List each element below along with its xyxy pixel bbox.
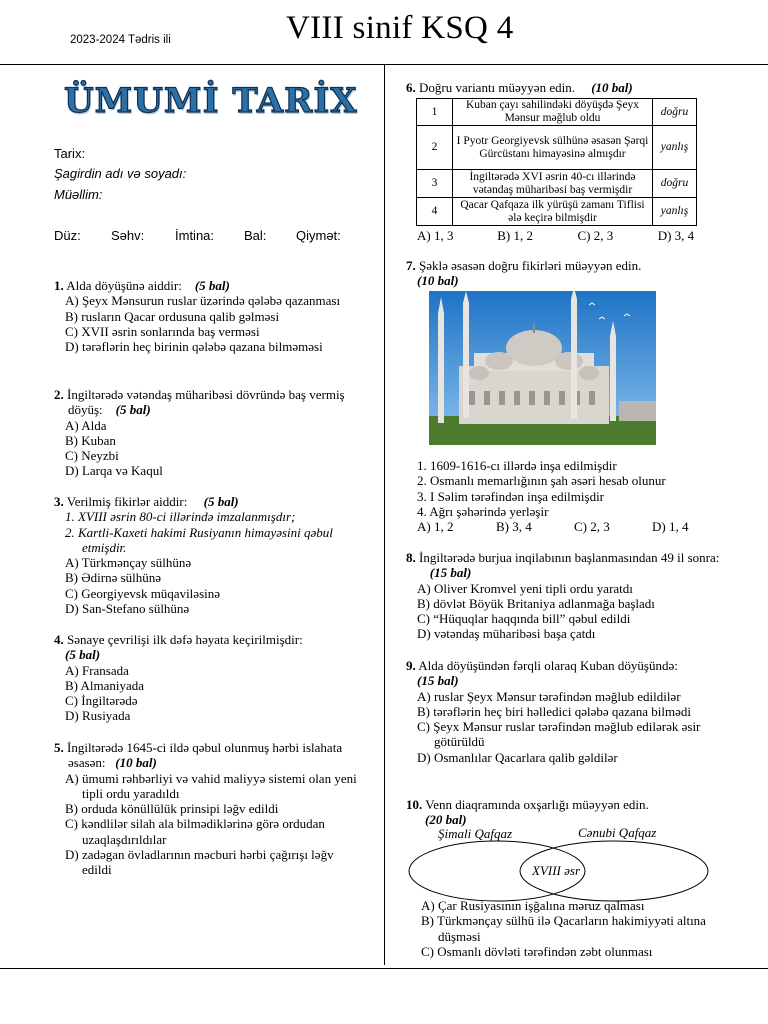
option-c[interactable]: C) XVII əsrin sonlarında baş verməsi: [65, 323, 260, 339]
option-a[interactable]: A) Oliver Kromvel yeni tipli ordu yaratdı: [417, 580, 633, 596]
option-c[interactable]: C) “Hüquqlar haqqında bill” qəbul edildi: [417, 611, 631, 627]
question-stem: 7. Şəklə əsasən doğru fikirləri müəyyən edin.: [406, 258, 642, 273]
option-d[interactable]: D) San-Stefano sülhünə: [65, 601, 190, 617]
option-c[interactable]: C) Şeyx Mənsur ruslar tərəfindən məğlub edilərək əsir götürüldü: [417, 719, 701, 750]
column-divider: [384, 65, 385, 965]
option-c[interactable]: C) Georgiyevsk müqaviləsinə: [65, 585, 221, 601]
venn-diagram: [404, 822, 734, 910]
option-d[interactable]: D) 1, 4: [652, 519, 689, 535]
option-a[interactable]: A) Fransada: [65, 662, 129, 678]
student-label: Şagirdin adı və soyadı:: [54, 166, 187, 181]
question-1: [54, 278, 372, 354]
statement-3: 3. I Səlim tərəfindən inşa edilmişdir: [417, 488, 605, 504]
points: (10 bal): [417, 273, 459, 289]
question-10-options: [410, 898, 732, 959]
option-b[interactable]: B) 3, 4: [496, 519, 532, 535]
venn-right-label: Cənubi Qafqaz: [578, 825, 657, 840]
option-a[interactable]: A) ruslar Şeyx Mənsur tərəfindən məğlub edildilər: [417, 688, 681, 704]
table-row: [417, 99, 697, 126]
row-statement: İngiltərədə XVI əsrin 40-cı illərində vətəndaş müharibəsi baş vermişdir: [453, 170, 653, 198]
option-a[interactable]: A) Şeyx Mənsurun ruslar üzərində qələbə qazanması: [65, 293, 341, 309]
row-statement: Qacar Qafqaza ilk yürüşü zamanı Tiflisi ələ keçirə bilmişdir: [453, 198, 653, 226]
option-a[interactable]: A) Türkmənçay sülhünə: [65, 555, 192, 571]
row-number: 2: [417, 126, 453, 170]
row-answer: yanlış: [653, 198, 697, 226]
question-stem: 2. İngiltərədə vətəndaş müharibəsi dövründə baş vermiş döyüş: (5 bal): [54, 387, 345, 418]
row-number: 4: [417, 198, 453, 226]
row-number: 1: [417, 99, 453, 126]
table-row: [417, 198, 697, 226]
option-d[interactable]: D) Osmanlılar Qacarlara qalib gəldilər: [417, 749, 618, 765]
option-a[interactable]: A) 1, 3: [417, 228, 454, 243]
question-4: [54, 632, 372, 724]
option-d[interactable]: D) Larqa və Kaqul: [65, 463, 163, 479]
question-stem: 3. Verilmiş fikirlər aiddir: (5 bal): [54, 494, 239, 509]
school-year: 2023-2024 Tədris ili: [70, 34, 171, 46]
statement-2: 2. Osmanlı memarlığının şah əsəri hesab olunur: [417, 473, 666, 489]
question-stem: 1. Alda döyüşünə aiddir: (5 bal): [54, 278, 230, 293]
question-9: [406, 658, 726, 765]
venn-left-label: Şimali Qafqaz: [438, 826, 513, 841]
question-stem: 9. Alda döyüşündən fərqli olaraq Kuban döyüşündə:: [406, 658, 678, 673]
question-7-body: [406, 458, 736, 534]
option-b[interactable]: B) orduda könüllülük prinsipi ləğv edildi: [65, 801, 279, 817]
document-title: VIII sinif KSQ 4: [286, 10, 514, 46]
question-2: [54, 387, 354, 479]
subject-logo: [64, 80, 376, 122]
row-answer: doğru: [653, 170, 697, 198]
wrong-label: Səhv:: [111, 228, 145, 243]
bottom-divider: [0, 968, 768, 969]
question-stem: 8. İngiltərədə burjua inqilabının başlanmasından 49 il sonra: (15 bal): [406, 550, 720, 581]
option-c[interactable]: C) Neyzbi: [65, 448, 119, 464]
option-c[interactable]: C) İngiltərədə: [65, 693, 138, 709]
subject-logo-text: ÜMUMİ TARİX: [64, 81, 358, 121]
table-row: [417, 170, 697, 198]
option-d[interactable]: D) vətəndaş müharibəsi başa çatdı: [417, 626, 596, 642]
question-5: [54, 740, 364, 878]
points: (15 bal): [417, 673, 459, 689]
option-b[interactable]: B) rusların Qacar ordusuna qalib gəlməsi: [65, 308, 280, 324]
option-a[interactable]: A) ümumi rəhbərliyi və vahid maliyyə sistemi olan yeni tipli ordu yaradıldı: [65, 770, 357, 801]
question-stem: 6. Doğru variantı müəyyən edin. (10 bal): [406, 80, 633, 95]
points-label: Bal:: [244, 228, 267, 243]
table-row: [417, 126, 697, 170]
question-stem: 10. Venn diaqramında oxşarlığı müəyyən edin.: [406, 797, 649, 812]
question-6: [406, 80, 736, 95]
row-number: 3: [417, 170, 453, 198]
statement-4: 4. Ağrı şəhərində yerləşir: [417, 503, 549, 519]
option-a[interactable]: A) 1, 2: [417, 519, 454, 535]
option-b[interactable]: B) dövlət Böyük Britaniya adlanmağa başladı: [417, 595, 655, 611]
venn-center-label: XVIII əsr: [532, 863, 581, 878]
option-b[interactable]: B) tərəflərin heç biri həlledici qələbə qazana bilmədi: [417, 703, 691, 719]
date-label: Tarix:: [54, 146, 86, 161]
option-d[interactable]: D) zadəgan övladlarının məcburi hərbi çağırışı ləğv edildi: [65, 847, 334, 878]
option-d[interactable]: D) tərəflərin heç birinin qələbə qazana bilməməsi: [65, 339, 323, 355]
question-stem: 4. Sənaye çevrilişi ilk dəfə həyata keçirilmişdir:: [54, 632, 303, 647]
grade-label: Qiymət:: [296, 228, 341, 243]
true-false-table: [416, 98, 697, 226]
question-stem: 5. İngiltərədə 1645-ci ildə qəbul olunmuş hərbi islahata əsasən: (10 bal): [54, 740, 343, 771]
option-d[interactable]: D) Rusiyada: [65, 708, 131, 724]
option-c[interactable]: C) Osmanlı dövləti tərəfindən zəbt olunması: [421, 943, 653, 959]
option-c[interactable]: C) kəndlilər silah ala bilmədiklərinə görə ordudan uzaqlaşdırıldılar: [65, 816, 325, 847]
option-b[interactable]: B) Ədirnə sülhünə: [65, 570, 162, 586]
option-d[interactable]: D) 3, 4: [657, 228, 695, 243]
statement-2: 2. Kartli-Kaxeti hakimi Rusiyanın himayəsini qəbul etmişdir.: [65, 524, 333, 555]
option-a[interactable]: A) Çar Rusiyasının işğalına məruz qalması: [421, 898, 645, 913]
correct-label: Düz:: [54, 228, 81, 243]
option-b[interactable]: B) Kuban: [65, 432, 116, 448]
row-statement: Kuban çayı sahilindəki döyüşdə Şeyx Mənsur məğlub oldu: [453, 99, 653, 126]
row-answer: doğru: [653, 99, 697, 126]
points: (5 bal): [65, 647, 101, 663]
question-8: [406, 550, 726, 642]
option-a[interactable]: A) Alda: [65, 417, 107, 433]
statement-1: 1. XVIII əsrin 80-ci illərində imzalanmışdır;: [65, 509, 296, 525]
teacher-label: Müəllim:: [54, 187, 103, 202]
question-3: [54, 494, 372, 616]
option-c[interactable]: C) 2, 3: [577, 228, 614, 243]
question-7: [406, 258, 736, 289]
row-answer: yanlış: [653, 126, 697, 170]
question-6-options: [406, 228, 736, 243]
row-statement: I Pyotr Georgiyevsk sülhünə əsasən Şərqi Gürcüstanı himayəsinə almışdır: [453, 126, 653, 170]
skip-label: İmtina:: [175, 228, 215, 243]
points: (20 bal): [425, 812, 467, 828]
option-b[interactable]: B) Almaniyada: [65, 677, 145, 693]
option-c[interactable]: C) 2, 3: [574, 519, 610, 535]
option-b[interactable]: B) Türkmənçay sülhü ilə Qacarların hakimiyyəti altına düşməsi: [421, 913, 706, 944]
mosque-photo: [429, 291, 656, 445]
option-b[interactable]: B) 1, 2: [497, 228, 533, 243]
statement-1: 1. 1609-1616-cı illərdə inşa edilmişdir: [417, 458, 617, 473]
